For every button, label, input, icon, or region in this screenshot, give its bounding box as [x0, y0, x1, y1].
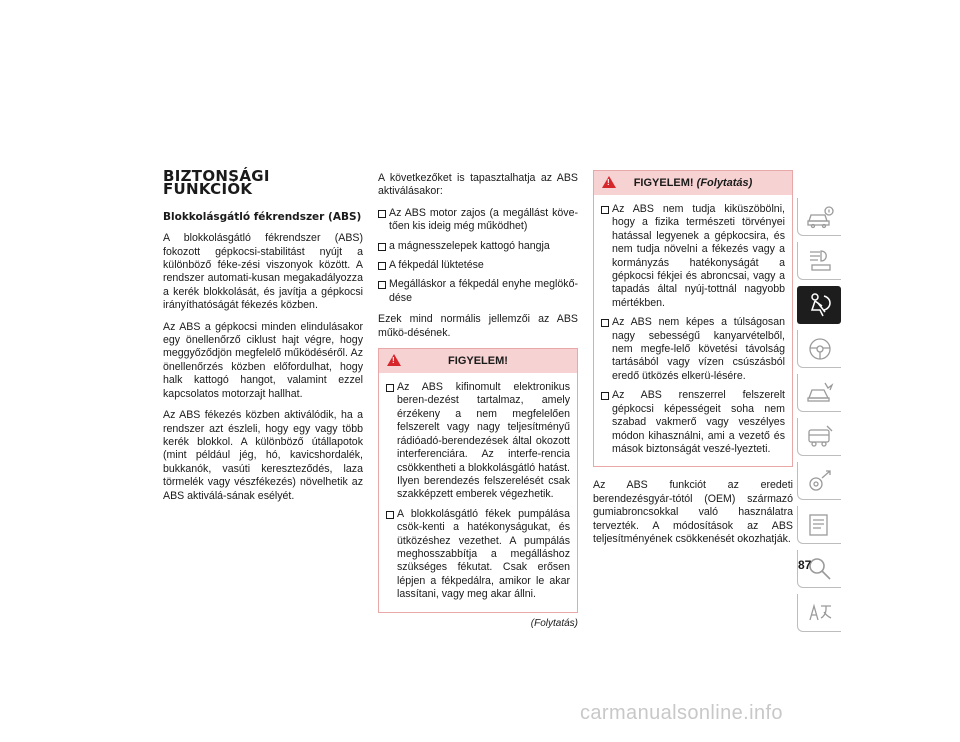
car-lights-icon [806, 248, 834, 274]
warning-title-suffix: (Folytatás) [696, 177, 753, 189]
tab-car-crash[interactable] [797, 374, 841, 412]
warning-triangle-icon [602, 176, 616, 188]
tab-car-info[interactable] [797, 198, 841, 236]
warning-box-continued [593, 170, 793, 467]
warning-body [379, 373, 577, 612]
warning-box [378, 348, 578, 613]
warning-header [379, 349, 577, 373]
page-number: 87 [798, 558, 812, 572]
steering-wheel-icon [806, 336, 834, 362]
column-left [163, 167, 363, 511]
chapter-tabs [797, 198, 843, 638]
section-title: BIZTONSÁGI FUNKCIÓK [163, 167, 270, 199]
paragraph: Ezek mind normális jellemzői az ABS műkö-désének. [378, 313, 578, 339]
paragraph: A következőket is tapasztalhatja az ABS aktiválásakor: [378, 172, 578, 198]
warning-title: FIGYELEM! [448, 355, 508, 368]
tab-maintenance[interactable] [797, 462, 841, 500]
tab-car-lights[interactable] [797, 242, 841, 280]
tab-multilingual[interactable] [797, 594, 841, 632]
warning-list [601, 203, 785, 456]
paragraph: A blokkolásgátló fékrendszer (ABS) fokozott gépkocsi-stabilitást nyújt a különböző féke-zési viszonyok között. A rendszer automati-kusan megakadályozza a kerék blokkolását, és javítja a gépkocsi irányíthatóságát fékezés közben. [163, 232, 363, 312]
paragraph: Az ABS funkciót az eredeti berendezésgyár-tótól (OEM) származó gumiabroncsokkal való használatra tervezték. A módosítások az ABS teljesítményének csökkenését okozhatják. [593, 479, 793, 545]
symptom-list [378, 207, 578, 305]
warning-list [386, 381, 570, 602]
car-crash-icon [806, 380, 834, 406]
car-info-icon [806, 204, 834, 230]
list-item: Az ABS nem tudja kiküszöbölni, hogy a fizika természeti törvényei hatással legyenek a gépkocsira, és nem tudja növelni a fékezés vagy a kormányzás hatékonyságát a gépkocsi fékjei és abroncsai, vagy a tapadás által nyúj-tottnál nagyobb mértékben. [601, 203, 785, 310]
list-item: Megálláskor a fékpedál enyhe meglökő-dése [378, 278, 578, 305]
list-item: Az ABS renszerrel felszerelt gépkocsi képességeit soha nem szabad vakmerő vagy veszélyes módon kihasználni, ami a vezető és mások biztonságát veszé-lyezteti. [601, 389, 785, 456]
watermark: carmanualsonline.info [580, 702, 783, 724]
tab-specifications[interactable] [797, 506, 841, 544]
maintenance-icon [806, 468, 834, 494]
car-service-icon [806, 424, 834, 450]
tab-steering-wheel[interactable] [797, 330, 841, 368]
tab-airbag-safety[interactable] [797, 286, 841, 324]
paragraph: Az ABS fékezés közben aktiválódik, ha a rendszer azt észleli, hogy egy vagy több kerék blokkol. A különböző útállapotok (mint például jég, hó, kavicshordalék, bukkanók, vasúti kereszteződés, laza törmelék vagy vészfékezés) növelhetik az ABS aktiválá-sának esélyét. [163, 409, 363, 502]
paragraph: Az ABS a gépkocsi minden elindulásakor egy önellenőrző ciklust hajt végre, hogy meggyőződjön megfelelő működéséről. Az önellenőrzés közben előfordulhat, hogy halk kattogó hangot, valamint ezzel kapcsolatos motorzajt hallhat. [163, 320, 363, 400]
list-item: Az ABS nem képes a túlságosan nagy sebességű kanyarvételből, nem megfe-lelő követési távolság tartásából vagy vízen csúszásból eredő ütközés elkerü-lésére. [601, 316, 785, 383]
list-item: Az ABS motor zajos (a megállást köve-tően kis ideig még működhet) [378, 207, 578, 234]
warning-header [594, 171, 792, 195]
column-middle [378, 172, 578, 630]
list-item: A blokkolásgátló fékek pumpálása csök-kenti a hatékonyságukat, és ütközéshez vezethet. A pumpálás meghosszabbítja a megálláshoz szükséges fékutat. Csak erősen lépjen a fékpedálra, amikor le akar lassítani, vagy meg akar állni. [386, 508, 570, 602]
warning-triangle-icon [387, 354, 401, 366]
list-item: A fékpedál lüktetése [378, 259, 578, 272]
warning-body [594, 195, 792, 466]
column-right [593, 170, 793, 554]
list-item: Az ABS kifinomult elektronikus beren-dezést tartalmaz, amely érzékeny a nem megfelelően felszerelt vagy nagy teljesítményű rádióadó-berendezések által okozott interferenciára. Az interfe-rencia csökkentheti a blokkolásgátló hatást. Ilyen berendezés felszerelését csak szakképzett emberek végezhetik. [386, 381, 570, 502]
continued-label: (Folytatás) [530, 617, 578, 629]
airbag-safety-icon [806, 292, 834, 318]
tab-car-service[interactable] [797, 418, 841, 456]
section-subtitle: Blokkolásgátló fékrendszer (ABS) [163, 210, 362, 223]
list-item: a mágnesszelepek kattogó hangja [378, 240, 578, 253]
multilingual-icon [806, 600, 834, 626]
warning-title: FIGYELEM! [633, 177, 694, 189]
specifications-icon [806, 512, 834, 538]
